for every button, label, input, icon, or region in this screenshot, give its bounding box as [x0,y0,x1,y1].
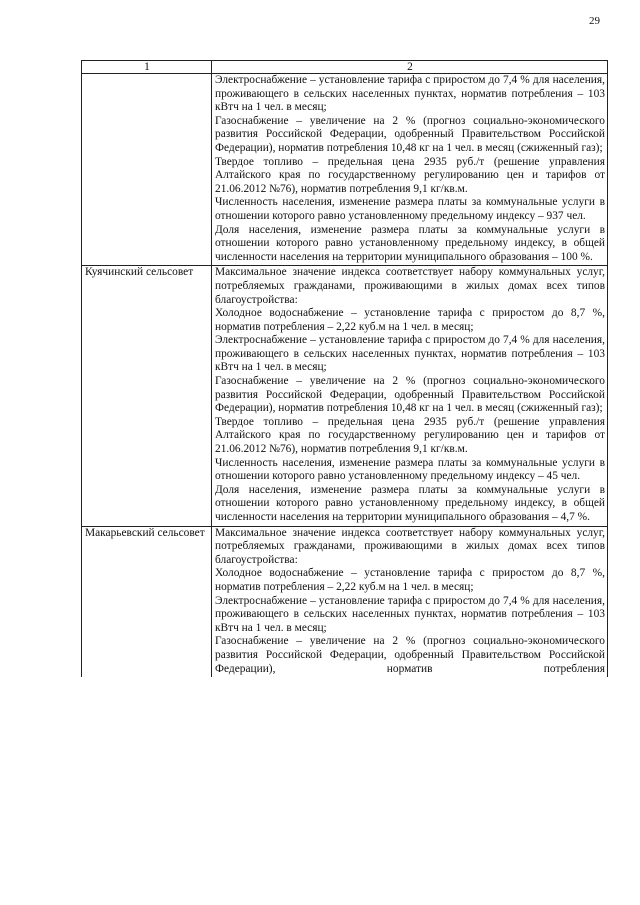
paragraph: Максимальное значение индекса соответствует набору коммунальных услуг, потребляемых гражданами, проживающими в жилых домах всех типов благоустройства: [215,526,605,566]
page-number: 29 [589,15,600,27]
indicator-text-cell [212,526,608,677]
paragraph: Доля населения, изменение размера платы за коммунальные услуги в отношении которого равно установленному предельному индексу, в общей численности населения на территории муниципального образования – 4,7 %. [215,483,605,523]
paragraph: Газоснабжение – увеличение на 2 % (прогноз социально-экономического развития Российской Федерации, одобренный Правительством Российской Федерации), норматив потребления 10,48 кг на 1 чел. в месяц (сжиженный газ); [215,375,605,415]
paragraph: Холодное водоснабжение – установление тарифа с приростом до 8,7 %, норматив потребления – 2,22 куб.м на 1 чел. в месяц; [215,307,605,333]
paragraph: Твердое топливо – предельная цена 2935 руб./т (решение управления Алтайского края по государственному регулированию цен и тарифов от 21.06.2012 №76), норматив потребления 9,1 кг/кв.м. [215,155,605,195]
indicator-text-cell [212,266,608,526]
paragraph: Твердое топливо – предельная цена 2935 руб./т (решение управления Алтайского края по государственному регулированию цен и тарифов от 21.06.2012 №76), норматив потребления 9,1 кг/кв.м. [215,415,605,456]
indicator-text-cell [212,74,608,266]
paragraph: Электроснабжение – установление тарифа с приростом до 7,4 % для населения, проживающего в сельских населенных пунктах, норматив потребления – 103 кВтч на 1 чел. в месяц; [215,594,605,634]
municipality-name-cell [82,74,212,266]
paragraph: Холодное водоснабжение – установление тарифа с приростом до 8,7 %, норматив потребления – 2,22 куб.м на 1 чел. в месяц; [215,567,605,593]
municipality-name-cell: Макарьевский сельсовет [82,526,212,677]
paragraph: Численность населения, изменение размера платы за коммунальные услуги в отношении которого равно установленному предельному индексу – 45 чел. [215,456,605,483]
table-row [82,526,608,677]
document-table [81,60,608,677]
table-header-row [82,61,608,74]
table-row [82,266,608,526]
table-row [82,74,608,266]
paragraph: Газоснабжение – увеличение на 2 % (прогноз социально-экономического развития Российской Федерации, одобренный Правительством Российской Федерации), норматив потребления [215,635,605,675]
column-header-2: 2 [212,61,608,74]
paragraph: Численность населения, изменение размера платы за коммунальные услуги в отношении которого равно установленному предельному индексу – 937 чел. [215,196,605,222]
municipality-name-cell: Куячинский сельсовет [82,266,212,526]
paragraph: Доля населения, изменение размера платы за коммунальные услуги в отношении которого равно установленному предельному индексу, в общей численности населения на территории муниципального образования – 100 %. [215,223,605,263]
paragraph: Газоснабжение – увеличение на 2 % (прогноз социально-экономического развития Российской Федерации, одобренный Правительством Российской Федерации), норматив потребления 10,48 кг на 1 чел. в месяц (сжиженный газ); [215,114,605,154]
paragraph: Электроснабжение – установление тарифа с приростом до 7,4 % для населения, проживающего в сельских населенных пунктах, норматив потребления – 103 кВтч на 1 чел. в месяц; [215,74,605,114]
paragraph: Электроснабжение – установление тарифа с приростом до 7,4 % для населения, проживающего в сельских населенных пунктах, норматив потребления – 103 кВтч на 1 чел. в месяц; [215,334,605,374]
paragraph: Максимальное значение индекса соответствует набору коммунальных услуг, потребляемых гражданами, проживающими в жилых домах всех типов благоустройства: [215,266,605,306]
column-header-1: 1 [82,61,212,74]
